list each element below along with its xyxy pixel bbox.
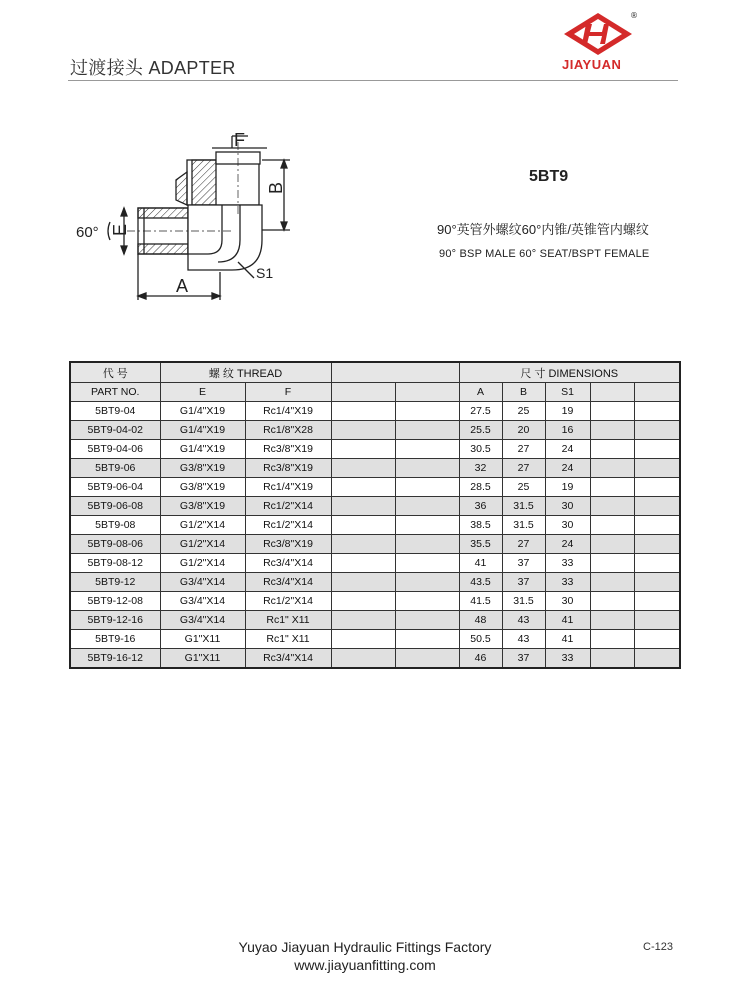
label-angle: 60° <box>76 224 99 241</box>
cell-b: 31.5 <box>502 592 545 611</box>
cell-s1: 30 <box>545 516 590 535</box>
cell-b: 25 <box>502 478 545 497</box>
cell-b: 37 <box>502 573 545 592</box>
cell-a: 38.5 <box>459 516 502 535</box>
cell-a: 32 <box>459 459 502 478</box>
cell-b: 27 <box>502 459 545 478</box>
product-description-cn: 90°英管外螺纹60°内锥/英锥管内螺纹 <box>437 222 649 237</box>
cell-s1: 33 <box>545 573 590 592</box>
cell-part: 5BT9-08 <box>70 516 160 535</box>
header-b: B <box>502 383 545 402</box>
table-row <box>70 649 680 669</box>
cell-part: 5BT9-12-08 <box>70 592 160 611</box>
table-row <box>70 440 680 459</box>
footer-website: www.jiayuanfitting.com <box>294 957 436 973</box>
cell-s1: 30 <box>545 497 590 516</box>
cell-e: G3/8"X19 <box>160 478 245 497</box>
cell-a: 41 <box>459 554 502 573</box>
cell-a: 43.5 <box>459 573 502 592</box>
cell-s1: 24 <box>545 459 590 478</box>
cell-e: G3/4"X14 <box>160 573 245 592</box>
table-header-row-2 <box>70 383 680 402</box>
cell-a: 41.5 <box>459 592 502 611</box>
cell-e: G3/8"X19 <box>160 459 245 478</box>
cell-a: 46 <box>459 649 502 669</box>
cell-part: 5BT9-04 <box>70 402 160 421</box>
cell-f: Rc1" X11 <box>245 630 331 649</box>
cell-s1: 24 <box>545 440 590 459</box>
cell-f: Rc1/4"X19 <box>245 478 331 497</box>
cell-f: Rc1/2"X14 <box>245 592 331 611</box>
label-s1: S1 <box>256 265 274 281</box>
cell-b: 43 <box>502 630 545 649</box>
page-title: 过渡接头 ADAPTER <box>70 58 236 78</box>
cell-part: 5BT9-06-08 <box>70 497 160 516</box>
cell-f: Rc1/4"X19 <box>245 402 331 421</box>
label-e: E <box>110 223 130 236</box>
cell-b: 31.5 <box>502 516 545 535</box>
cell-part: 5BT9-16 <box>70 630 160 649</box>
cell-f: Rc3/4"X14 <box>245 649 331 669</box>
cell-e: G1/4"X19 <box>160 421 245 440</box>
table-row <box>70 554 680 573</box>
cell-e: G3/4"X14 <box>160 611 245 630</box>
cell-a: 50.5 <box>459 630 502 649</box>
table-row <box>70 592 680 611</box>
cell-b: 37 <box>502 554 545 573</box>
cell-part: 5BT9-16-12 <box>70 649 160 669</box>
cell-s1: 19 <box>545 402 590 421</box>
header-part-no: PART NO. <box>70 383 160 402</box>
cell-e: G1/4"X19 <box>160 440 245 459</box>
cell-a: 35.5 <box>459 535 502 554</box>
cell-s1: 41 <box>545 611 590 630</box>
cell-a: 30.5 <box>459 440 502 459</box>
cell-s1: 33 <box>545 554 590 573</box>
header-a: A <box>459 383 502 402</box>
cell-s1: 30 <box>545 592 590 611</box>
cell-s1: 33 <box>545 649 590 669</box>
header-e: E <box>160 383 245 402</box>
cell-a: 28.5 <box>459 478 502 497</box>
table-row <box>70 497 680 516</box>
cell-b: 27 <box>502 535 545 554</box>
label-f: F <box>234 130 245 150</box>
cell-e: G3/4"X14 <box>160 592 245 611</box>
table-row <box>70 516 680 535</box>
header-dimensions: 尺 寸 DIMENSIONS <box>459 362 680 383</box>
cell-f: Rc1/8"X28 <box>245 421 331 440</box>
cell-e: G1/2"X14 <box>160 554 245 573</box>
cell-part: 5BT9-08-12 <box>70 554 160 573</box>
cell-part: 5BT9-06 <box>70 459 160 478</box>
cell-e: G1/2"X14 <box>160 535 245 554</box>
cell-part: 5BT9-08-06 <box>70 535 160 554</box>
cell-f: Rc1/2"X14 <box>245 497 331 516</box>
table-row <box>70 478 680 497</box>
cell-e: G1/4"X19 <box>160 402 245 421</box>
header-divider <box>68 80 678 81</box>
table-row <box>70 535 680 554</box>
label-b: B <box>266 181 286 194</box>
page-number: C-123 <box>643 941 673 953</box>
cell-part: 5BT9-06-04 <box>70 478 160 497</box>
cell-s1: 16 <box>545 421 590 440</box>
fitting-drawing <box>72 122 292 312</box>
table-row <box>70 459 680 478</box>
footer-factory: Yuyao Jiayuan Hydraulic Fittings Factory <box>238 939 492 955</box>
cell-a: 36 <box>459 497 502 516</box>
product-model: 5BT9 <box>529 168 569 185</box>
cell-f: Rc3/4"X14 <box>245 573 331 592</box>
cell-f: Rc3/8"X19 <box>245 535 331 554</box>
cell-e: G1"X11 <box>160 630 245 649</box>
table-row <box>70 611 680 630</box>
registered-mark: ® <box>630 11 638 20</box>
cell-e: G1/2"X14 <box>160 516 245 535</box>
header-s1: S1 <box>545 383 590 402</box>
header-f: F <box>245 383 331 402</box>
cell-b: 37 <box>502 649 545 669</box>
cell-part: 5BT9-12 <box>70 573 160 592</box>
table-row <box>70 421 680 440</box>
product-description-en: 90° BSP MALE 60° SEAT/BSPT FEMALE <box>439 248 650 260</box>
table-row <box>70 573 680 592</box>
cell-b: 43 <box>502 611 545 630</box>
table-row <box>70 402 680 421</box>
cell-e: G3/8"X19 <box>160 497 245 516</box>
cell-b: 27 <box>502 440 545 459</box>
cell-e: G1"X11 <box>160 649 245 669</box>
cell-f: Rc1" X11 <box>245 611 331 630</box>
spec-table <box>69 361 681 669</box>
cell-a: 25.5 <box>459 421 502 440</box>
cell-part: 5BT9-12-16 <box>70 611 160 630</box>
cell-s1: 24 <box>545 535 590 554</box>
cell-a: 27.5 <box>459 402 502 421</box>
cell-b: 31.5 <box>502 497 545 516</box>
label-a: A <box>176 276 189 296</box>
table-row <box>70 630 680 649</box>
cell-a: 48 <box>459 611 502 630</box>
cell-s1: 19 <box>545 478 590 497</box>
cell-f: Rc3/4"X14 <box>245 554 331 573</box>
table-header-row-1 <box>70 362 680 383</box>
header-blank <box>331 362 459 383</box>
cell-b: 25 <box>502 402 545 421</box>
cell-part: 5BT9-04-02 <box>70 421 160 440</box>
cell-f: Rc3/8"X19 <box>245 459 331 478</box>
cell-part: 5BT9-04-06 <box>70 440 160 459</box>
cell-s1: 41 <box>545 630 590 649</box>
cell-f: Rc3/8"X19 <box>245 440 331 459</box>
logo-text: JIAYUAN <box>562 57 622 72</box>
cell-f: Rc1/2"X14 <box>245 516 331 535</box>
header-thread: 螺 纹 THREAD <box>160 362 331 383</box>
cell-b: 20 <box>502 421 545 440</box>
header-code: 代 号 <box>70 362 160 383</box>
